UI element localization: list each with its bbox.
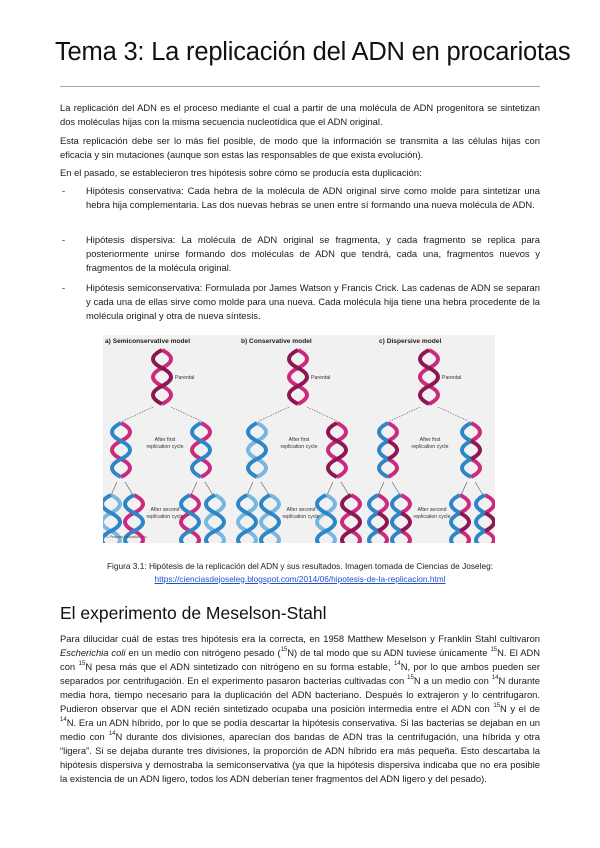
hypothesis-text: Hipótesis conservativa: Cada hebra de la molécula de ADN original sirve como molde para sintetizar una hebra hija complementaria. Las dos nuevas hebras se unen entre sí formando una nueva molécula de ADN.	[86, 185, 540, 210]
hypothesis-text: Hipótesis dispersiva: La molécula de ADN original se fragmenta, y cada fragmento se replica para posteriormente unirse formando dos moléculas de ADN que tendrá, cada una, fragmentos nuevos y fragmentos de la molécula original.	[86, 234, 540, 273]
replication-models-figure	[103, 335, 495, 543]
caption-source-link[interactable]: https://cienciasdejoseleg.blogspot.com/2014/06/hipotesis-de-la-replicacion.html	[154, 573, 446, 584]
hypothesis-item-conservative	[62, 184, 540, 212]
figure-caption	[60, 560, 540, 585]
list-bullet: -	[62, 282, 66, 293]
first-cycle-label-a: After first replication cycle	[146, 437, 184, 450]
parental-label-c: Parental	[442, 375, 462, 381]
intro-paragraph-3: En el pasado, se establecieron tres hipótesis sobre cómo se producía esta duplicación:	[60, 167, 422, 178]
hypothesis-text: Hipótesis semiconservativa: Formulada por James Watson y Francis Crick. Las cadenas de ADN se separan y cada una de ellas sirve como molde para una nueva. Cada molécula hija tiene una hebra procedente de la molécula original y otra de nueva síntesis.	[86, 282, 540, 321]
panel-heading-dispersive: c) Dispersive model	[379, 338, 442, 345]
first-cycle-label-b: After first replication cycle	[280, 437, 318, 450]
parental-label-b: Parental	[311, 375, 331, 381]
species-name: Escherichia coli	[60, 647, 126, 658]
list-bullet: -	[62, 234, 66, 245]
panel-heading-semiconservative: a) Semiconservative model	[105, 338, 191, 345]
second-cycle-label-b: After second replication cycle	[282, 507, 320, 520]
hypothesis-item-dispersive	[62, 233, 540, 275]
first-cycle-label-c: After first replication cycle	[411, 437, 449, 450]
page-title: Tema 3: La replicación del ADN en procariotas	[55, 38, 571, 66]
intro-paragraph-1: La replicación del ADN es el proceso mediante el cual a partir de una molécula de ADN progenitora se sintetizan dos moléculas hijas con la misma secuencia nucleotídica que el ADN original.	[60, 102, 540, 127]
figure-credit: © Pearson Education, Inc.	[106, 535, 148, 539]
title-divider	[60, 86, 540, 87]
second-cycle-label-c: After second replication cycle	[413, 507, 451, 520]
parental-label-a: Parental	[175, 375, 195, 381]
list-bullet: -	[62, 185, 66, 196]
intro-paragraph-2: Esta replicación debe ser lo más fiel posible, de modo que la información se transmita a las células hijas con eficacia y sin mutaciones (aunque son estas las responsables de que exista evolución).	[60, 135, 540, 160]
panel-heading-conservative: b) Conservative model	[241, 338, 312, 345]
hypothesis-item-semiconservative	[62, 281, 540, 323]
caption-text: Figura 3.1: Hipótesis de la replicación del ADN y sus resultados. Imagen tomada de Ciencias de Joseleg:	[106, 561, 493, 571]
meselson-stahl-paragraph: Para dilucidar cuál de estas tres hipótesis era la correcta, en 1958 Matthew Meselson y Franklin Stahl cultivaron Escherichia coli en un medio con nitrógeno pesado ($^{15}$N) de tal modo que su ADN tuviese únicamente $^{15}$N. El ADN con $^{15}$N pesa más que el ADN sintetizado con nitrógeno en su forma estable, $^{14}$N, por lo que ambos pueden ser separados por centrifugación. En el experimento pasaron bacterias cultivadas con $^{15}$N a un medio con $^{14}$N durante media hora, tiempo necesario para la duplicación del ADN bacteriano. Después lo extrajeron y lo centrifugaron. Pudieron observar que el ADN recién sintetizado ocupaba una posición intermedia entre el ADN con $^{15}$N y el de $^{14}$N. Era un ADN híbrido, por lo que se podía descartar la hipótesis conservativa. Si las bacterias se dejaban en un medio con $^{14}$N durante dos divisiones, aparecían dos bandas de ADN tras la centrifugación, una híbrida y otra “ligera”. Si se dejaba durante tres divisiones, la proporción de ADN híbrido era más pequeña. Esto descartaba la hipótesis dispersiva y demostraba la semiconservativa (ya que la hipótesis dispersiva indicaba que no era posible la existencia de un ADN ligero, todos los ADN deberían tener fragmentos del ADN ligero y del pesado).	[60, 633, 541, 784]
section-heading-meselson-stahl: El experimento de Meselson-Stahl	[60, 603, 327, 623]
second-cycle-label-a: After second replication cycle	[146, 507, 184, 520]
